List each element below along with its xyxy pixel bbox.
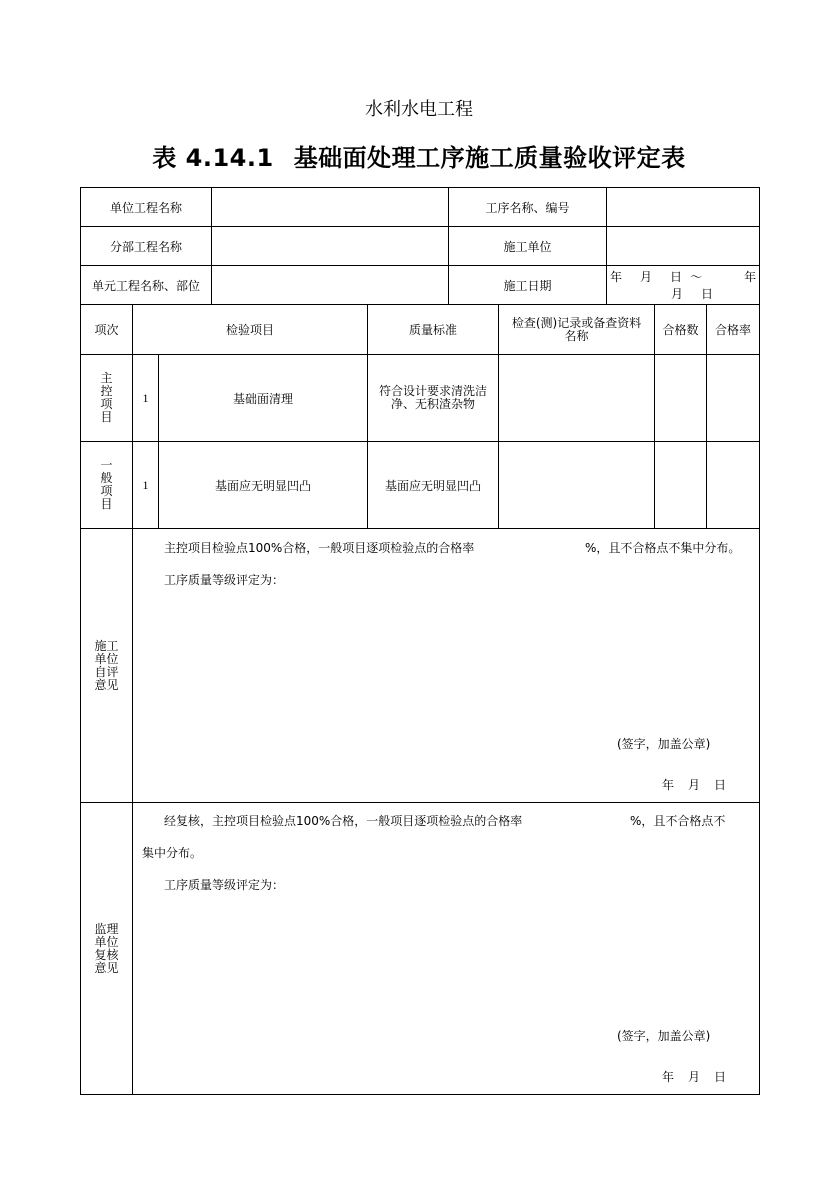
process-name-label: 工序名称、编号: [449, 188, 607, 227]
header-qualified-rate: 合格率: [707, 305, 760, 355]
construction-date-field[interactable]: [607, 266, 760, 305]
main-control-item-row: [81, 355, 760, 442]
main-control-count-field[interactable]: [655, 355, 707, 442]
header-item-order: 项次: [81, 305, 133, 355]
construction-sign-date: 年 月 日: [662, 778, 727, 792]
construction-quality-grade: 工序质量等级评定为：: [164, 573, 285, 587]
supervision-opinion-line1-cont: 集中分布。: [142, 846, 203, 860]
supervision-opinion-line1: 经复核，主控项目检验点100%合格，一般项目逐项检验点的合格率: [164, 814, 523, 828]
general-item-index: 1: [133, 442, 159, 529]
construction-opinion-line1: 主控项目检验点100%合格，一般项目逐项检验点的合格率: [164, 541, 475, 555]
construction-opinion-field[interactable]: [133, 529, 760, 803]
supervision-opinion-line1-end: %，且不合格点不: [630, 814, 726, 828]
document-title: [0, 138, 838, 173]
supervision-opinion-label: 监理 单位 复核 意见: [81, 803, 133, 1095]
table-title-text: 基础面处理工序施工质量验收评定表: [293, 144, 686, 172]
main-control-standard: 符合设计要求清洗洁 净、无积渣杂物: [368, 355, 499, 442]
supervision-opinion-field[interactable]: [133, 803, 760, 1095]
element-field[interactable]: [212, 266, 449, 305]
general-item-record-field[interactable]: [499, 442, 655, 529]
supervision-signature: (签字，加盖公章): [617, 1029, 711, 1043]
table-header-row: [81, 305, 760, 355]
header-qualified-count: 合格数: [655, 305, 707, 355]
construction-signature: (签字，加盖公章): [617, 737, 711, 751]
construction-date-label: 施工日期: [449, 266, 607, 305]
general-item-rate-field[interactable]: [707, 442, 760, 529]
main-control-rate-field[interactable]: [707, 355, 760, 442]
date-month: 月: [640, 270, 653, 284]
table-number: 表 4.14.1: [152, 144, 274, 172]
main-control-record-field[interactable]: [499, 355, 655, 442]
document-supertitle: 水利水电工程: [365, 99, 473, 120]
inspection-form-table: [80, 187, 760, 1095]
date-year-end: 年: [744, 270, 757, 284]
header-record-line1: 检查(测)记录或备查资料: [511, 315, 642, 330]
sub-project-field[interactable]: [212, 227, 449, 266]
unit-project-label: 单位工程名称: [81, 188, 212, 227]
main-control-item-name: 基础面清理: [159, 355, 368, 442]
header-quality-standard: 质量标准: [368, 305, 499, 355]
supervision-sign-date: 年 月 日: [662, 1070, 727, 1084]
construction-unit-label: 施工单位: [449, 227, 607, 266]
general-item-name: 基面应无明显凹凸: [159, 442, 368, 529]
main-control-category: 主 控 项 目: [81, 355, 133, 442]
process-name-field[interactable]: [607, 188, 760, 227]
element-label: 单元工程名称、部位: [81, 266, 212, 305]
construction-opinion-row: [81, 529, 760, 803]
construction-unit-field[interactable]: [607, 227, 760, 266]
header-inspection-item: 检验项目: [133, 305, 368, 355]
date-day: 日: [670, 270, 683, 284]
construction-opinion-line1-end: %，且不合格点不集中分布。: [585, 541, 741, 555]
info-row-sub-project: [81, 227, 760, 266]
supervision-opinion-row: [81, 803, 760, 1095]
general-item-count-field[interactable]: [655, 442, 707, 529]
supervision-quality-grade: 工序质量等级评定为：: [164, 878, 285, 892]
date-day-end: 日: [701, 287, 714, 301]
general-item-category: 一 般 项 目: [81, 442, 133, 529]
date-tilde: ～: [690, 270, 703, 284]
general-item-standard: 基面应无明显凹凸: [368, 442, 499, 529]
header-record-line2: 名称: [564, 328, 589, 343]
info-row-element: [81, 266, 760, 305]
date-month-end: 月: [671, 287, 684, 301]
general-item-row: [81, 442, 760, 529]
info-row-unit-project: [81, 188, 760, 227]
date-year: 年: [610, 270, 623, 284]
sub-project-label: 分部工程名称: [81, 227, 212, 266]
unit-project-field[interactable]: [212, 188, 449, 227]
header-record: [499, 305, 655, 355]
main-control-index: 1: [133, 355, 159, 442]
construction-opinion-label: 施工 单位 自评 意见: [81, 529, 133, 803]
